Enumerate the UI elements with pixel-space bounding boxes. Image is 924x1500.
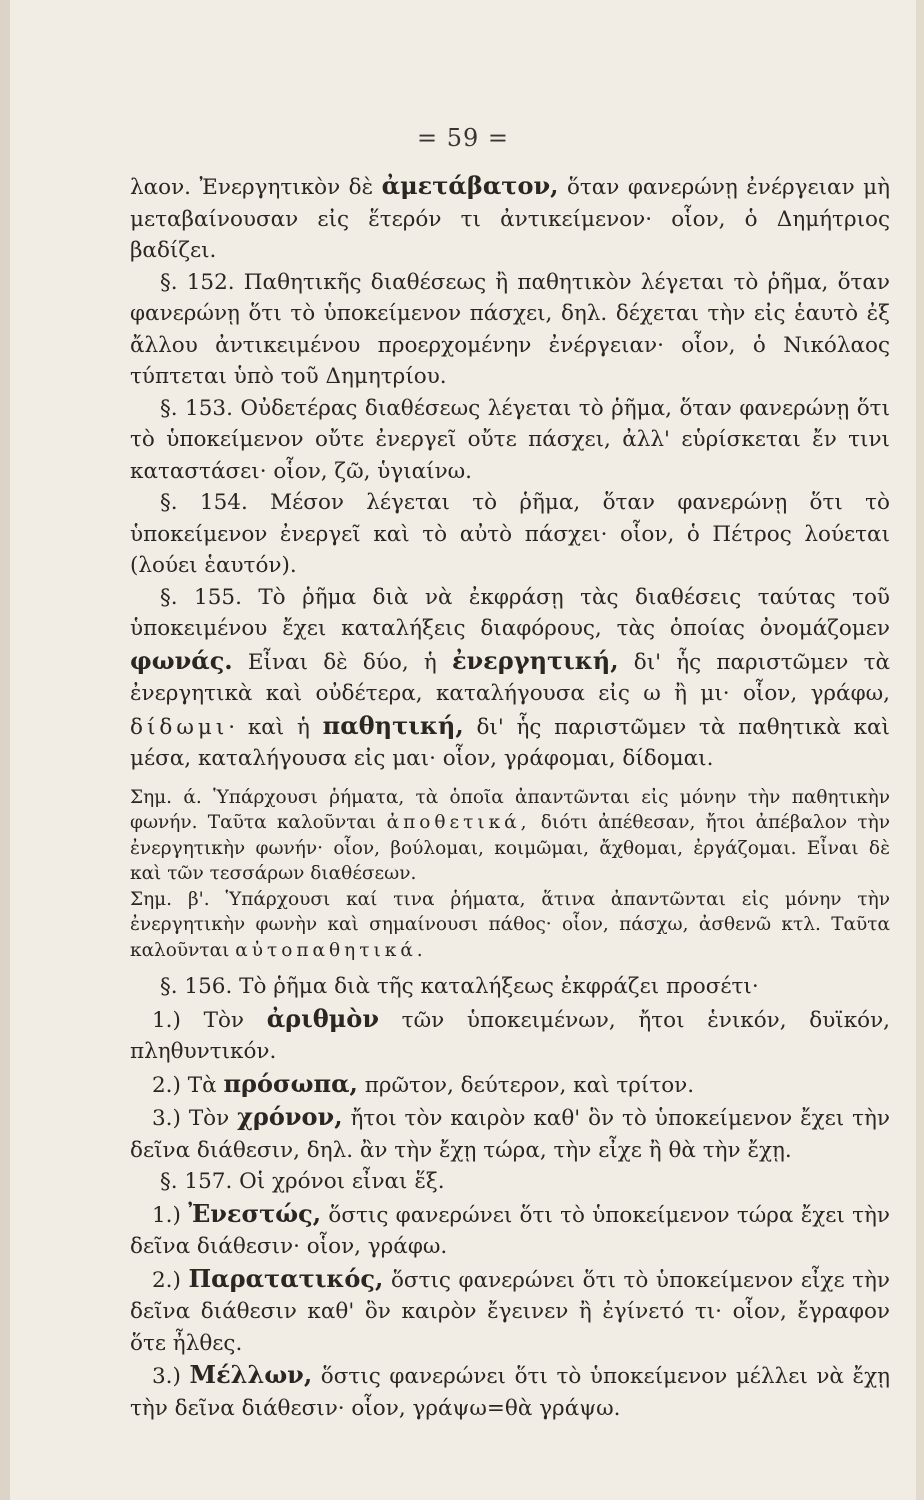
emphasized-term: χρόνον, <box>237 1102 343 1131</box>
text-run: ὅστις φανερώνει ὅτι τὸ ὑποκείμενον μέλλει νὰ ἔχῃ τὴν δεῖνα διάθεσιν· οἷον, γράψω=θὰ γράψω. <box>130 1364 890 1421</box>
paragraph <box>130 582 890 775</box>
note-paragraph <box>130 887 890 964</box>
emphasized-term: Ἐνεστώς, <box>188 1198 322 1228</box>
emphasized-term: παθητική, <box>322 710 464 740</box>
page-body-text <box>130 170 890 1424</box>
text-run: διότι ἀπέθεσαν, ἤτοι ἀπέβαλον τὴν ἐνεργητικὴν φωνήν· οἷον, βούλομαι, κοιμῶμαι, ἄχθομαι, ἐργάζομαι. Εἶναι δὲ καὶ τῶν τεσσάρων διαθέσεων. <box>130 812 891 884</box>
text-run: 1.) Τὸν <box>152 1007 267 1033</box>
text-run: 3.) <box>152 1364 190 1389</box>
spaced-term: ἀποθετικά, <box>386 812 531 833</box>
paragraph <box>130 971 890 1003</box>
emphasized-term: ἐνεργητική, <box>451 645 619 675</box>
paragraph <box>130 170 890 267</box>
note-paragraph <box>130 785 890 887</box>
emphasized-term: ἀμετάβατον, <box>381 171 559 200</box>
text-run: 2.) Τὰ <box>152 1072 224 1098</box>
emphasized-term: ἀριθμὸν <box>266 1003 379 1033</box>
text-run: 3.) Τὸν <box>152 1106 238 1131</box>
emphasized-term: πρόσωπα, <box>223 1068 358 1098</box>
emphasized-term: φωνάς. <box>130 645 233 675</box>
text-run: πρῶτον, δεύτερον, καὶ τρίτον. <box>357 1072 695 1098</box>
text-run: §. 154. Μέσον λέγεται τὸ ῥῆμα, ὅταν φανερώνῃ ὅτι τὸ ὑποκείμενον ἐνεργεῖ καὶ τὸ αὐτὸ πάσχει· οἷον, ὁ Πέτρος λούεται (λούει ἑαυτόν). <box>130 490 890 578</box>
list-item <box>130 1003 890 1068</box>
paragraph <box>130 487 890 582</box>
emphasized-term: Μέλλων, <box>189 1360 313 1389</box>
text-run: δι' ἧς παριστῶμεν τὰ ἐνεργητικὰ καὶ οὐδέτερα, καταλήγουσα εἰς ω ἢ μι· οἷον, γράφω, <box>130 649 890 706</box>
text-run: λαον. Ἐνεργητικὸν δὲ <box>130 175 382 200</box>
emphasized-term: Παρατατικός, <box>188 1263 384 1293</box>
spaced-term: αὐτοπαθητικά. <box>235 939 427 961</box>
text-run: Σημ. ά. Ὑπάρχουσι ῥήματα, τὰ ὁποῖα ἀπαντῶνται εἰς μόνην τὴν παθητικὴν φωνήν. Ταῦτα καλοῦνται <box>130 786 890 833</box>
text-run: §. 155. Τὸ ῥῆμα διὰ νὰ ἐκφράσῃ τὰς διαθέσεις ταύτας τοῦ ὑποκειμένου ἔχει καταλήξεις διαφόρους, τὰς ὁποίας ὀνομάζομεν <box>130 584 890 641</box>
text-run: Σημ. β'. Ὑπάρχουσι καί τινα ῥήματα, ἅτινα ἀπαντῶνται εἰς μόνην τὴν ἐνεργητικὴν φωνὴν καὶ σημαίνουσι πάθος· οἷον, πάσχω, ἀσθενῶ κτλ. Ταῦτα καλοῦνται <box>130 888 890 961</box>
list-item <box>130 1101 890 1166</box>
list-item <box>130 1359 890 1424</box>
spaced-term: δίδωμι <box>130 714 229 740</box>
text-run: 2.) <box>152 1267 189 1293</box>
text-run: 1.) <box>152 1202 189 1228</box>
text-run: δι' ἧς παριστῶμεν τὰ παθητικὰ καὶ μέσα, καταλήγουσα εἰς μαι· οἷον, γράφομαι, δίδομαι. <box>130 714 890 771</box>
list-item <box>130 1068 890 1102</box>
text-run: §. 153. Οὐδετέρας διαθέσεως λέγεται τὸ ῥῆμα, ὅταν φανερώνῃ ὅτι τὸ ὑποκείμενον οὔτε ἐνεργεῖ οὔτε πάσχει, ἀλλ' εὑρίσκεται ἔν τινι καταστάσει· οἷον, ζῶ, ὑγιαίνω. <box>130 395 890 484</box>
text-run: ὅταν φανερώνῃ ἐνέργειαν μὴ μεταβαίνουσαν εἰς ἕτερόν τι ἀντικείμενον· οἷον, ὁ Δημήτριος βαδίζει. <box>130 175 890 263</box>
text-run: ὅστις φανερώνει ὅτι τὸ ὑποκείμενον εἶχε τὴν δεῖνα διάθεσιν καθ' ὃν καιρὸν ἔγεινεν ἢ ἐγίνετό τι· οἷον, ἔγραφον ὅτε ἦλθες. <box>130 1267 890 1356</box>
text-run: ἤτοι τὸν καιρὸν καθ' ὃν τὸ ὑποκείμενον ἔχει τὴν δεῖνα διάθεσιν, δηλ. ἂν τὴν ἔχῃ τώρα, τὴν εἶχε ἢ θὰ τὴν ἔχῃ. <box>130 1106 890 1163</box>
text-run: §. 157. Οἱ χρόνοι εἶναι ἕξ. <box>160 1169 445 1194</box>
list-item <box>130 1198 890 1263</box>
text-run: τῶν ὑποκειμένων, ἤτοι ἑνικόν, δυϊκόν, πληθυντικόν. <box>130 1007 890 1064</box>
page-number: = 59 = <box>416 124 509 152</box>
list-item <box>130 1263 890 1360</box>
text-run: · καὶ ἡ <box>228 714 323 740</box>
paragraph <box>130 1166 890 1198</box>
text-run: Εἶναι δὲ δύο, ἡ <box>232 649 452 675</box>
paragraph <box>130 267 890 393</box>
text-run: §. 156. Τὸ ῥῆμα διὰ τῆς καταλήξεως ἐκφράζει προσέτι· <box>160 974 759 999</box>
paragraph <box>130 393 890 488</box>
text-run: §. 152. Παθητικῆς διαθέσεως ἢ παθητικὸν λέγεται τὸ ῥῆμα, ὅταν φανερώνῃ ὅτι τὸ ὑποκείμενον πάσχει, δηλ. δέχεται τὴν εἰς ἑαυτὸ ἐξ ἄλλου ἀντικειμένου προερχομένην ἐνέργειαν· οἷον, ὁ Νικόλαος τύπτεται ὑπὸ τοῦ Δημητρίου. <box>130 269 890 389</box>
text-run: ὅστις φανερώνει ὅτι τὸ ὑποκείμενον τώρα ἔχει τὴν δεῖνα διάθεσιν· οἷον, γράφω. <box>130 1202 890 1259</box>
